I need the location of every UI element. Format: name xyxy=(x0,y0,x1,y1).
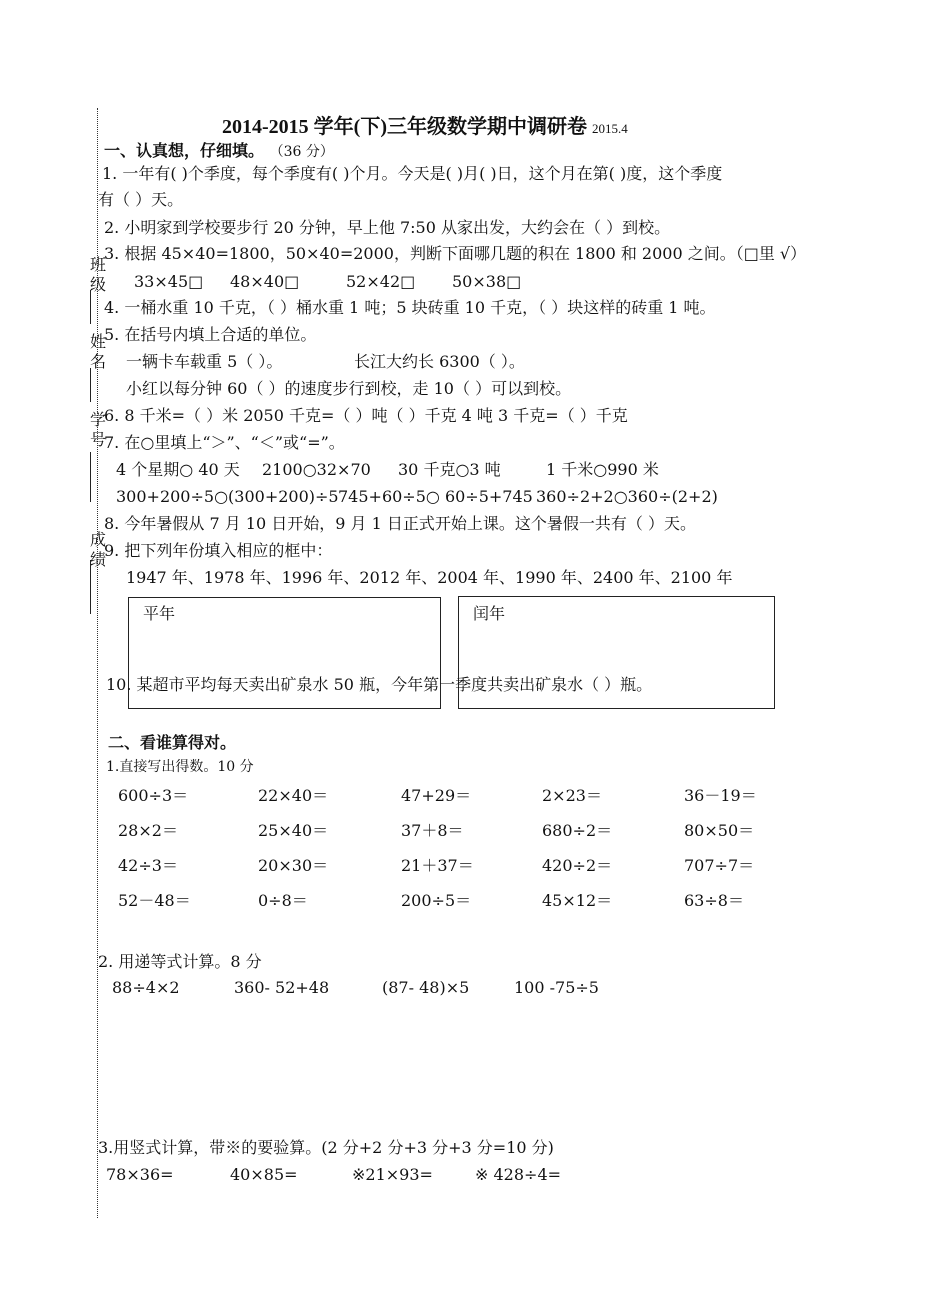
problem: 420÷2＝ xyxy=(542,856,613,875)
problem: 63÷8＝ xyxy=(684,891,744,910)
problem: 28×2＝ xyxy=(118,821,178,840)
problem: 20×30＝ xyxy=(258,856,329,875)
question-3: 3. 根据 45×40=1800，50×40=2000，判断下面哪几题的积在 1800 和 2000 之间。（□里 √） xyxy=(104,244,807,263)
problem: 680÷2＝ xyxy=(542,821,613,840)
problem: 25×40＝ xyxy=(258,821,329,840)
question-7-item: 360÷2+2○360÷(2+2) xyxy=(536,487,718,506)
page-title xyxy=(222,110,628,139)
question-3-item: 50×38□ xyxy=(452,272,522,291)
part-1-instruction: 1.直接写出得数。10 分 xyxy=(106,759,254,775)
question-5-c: 小红以每分钟 60（ ）的速度步行到校，走 10（ ）可以到校。 xyxy=(126,379,572,398)
question-5-a: 一辆卡车载重 5（ ）。 xyxy=(126,352,283,371)
question-7-item: 2100○32×70 xyxy=(262,460,371,479)
common-year-label: 平年 xyxy=(143,604,176,623)
problem: 52－48＝ xyxy=(118,891,191,910)
problem: 42÷3＝ xyxy=(118,856,178,875)
question-7: 7. 在○里填上“＞”、“＜”或“=”。 xyxy=(104,433,345,452)
section2-heading: 二、看谁算得对。 xyxy=(108,733,237,752)
side-label: 学 号 xyxy=(89,410,106,449)
part-3-item: 40×85= xyxy=(230,1165,298,1184)
problem: 600÷3＝ xyxy=(118,786,189,805)
margin-rule xyxy=(90,368,91,402)
side-label: 班 级 xyxy=(89,255,106,294)
problem: 22×40＝ xyxy=(258,786,329,805)
part-3-instruction: 3.用竖式计算，带※的要验算。(2 分+2 分+3 分+3 分=10 分) xyxy=(98,1138,554,1157)
margin-rule xyxy=(90,290,91,324)
leap-year-label: 闰年 xyxy=(473,604,506,623)
question-9-years: 1947 年、1978 年、1996 年、2012 年、2004 年、1990 年、2400 年、2100 年 xyxy=(126,568,733,587)
question-7-item: 30 千克○3 吨 xyxy=(398,460,501,479)
part-3-item: 78×36= xyxy=(106,1165,174,1184)
question-7-item: 1 千米○990 米 xyxy=(546,460,659,479)
part-2-item: 88÷4×2 xyxy=(112,978,180,997)
question-5: 5. 在括号内填上合适的单位。 xyxy=(104,325,317,344)
question-3-item: 33×45□ xyxy=(134,272,204,291)
title-date: 2015.4 xyxy=(591,121,628,136)
problem: 0÷8＝ xyxy=(258,891,308,910)
part-2-item: 360- 52+48 xyxy=(234,978,330,997)
question-4: 4. 一桶水重 10 千克，（ ）桶水重 1 吨；5 块砖重 10 千克，（ ）块这样的砖重 1 吨。 xyxy=(104,298,716,317)
part-2-item: 100 -75÷5 xyxy=(514,978,599,997)
question-3-item: 52×42□ xyxy=(346,272,416,291)
problem: 2×23＝ xyxy=(542,786,602,805)
problem: 45×12＝ xyxy=(542,891,613,910)
side-label: 姓 名 xyxy=(89,332,106,371)
title-text: 2014-2015 学年(下)三年级数学期中调研卷 xyxy=(222,116,587,138)
question-7-item: 4 个星期○ 40 天 xyxy=(116,460,240,479)
question-5-b: 长江大约长 6300（ ）。 xyxy=(354,352,525,371)
question-1-line-2: 有（ ）天。 xyxy=(98,190,184,209)
problem: 37＋8＝ xyxy=(401,821,464,840)
section1-heading xyxy=(104,138,334,161)
part-3-item: ※ 428÷4= xyxy=(475,1165,562,1184)
section1-score: （36 分） xyxy=(269,144,334,160)
side-label: 成 绩 xyxy=(89,530,106,569)
question-1-line-1: 1. 一年有( )个季度，每个季度有( )个月。今天是( )月( )日，这个月在第( )度，这个季度 xyxy=(102,164,723,183)
part-2-item: (87- 48)×5 xyxy=(382,978,470,997)
problem: 21＋37＝ xyxy=(401,856,474,875)
margin-rule xyxy=(90,452,91,502)
question-8: 8. 今年暑假从 7 月 10 日开始，9 月 1 日正式开始上课。这个暑假一共有（ ）天。 xyxy=(104,514,696,533)
question-6: 6. 8 千米=（ ）米 2050 千克=（ ）吨（ ）千克 4 吨 3 千克=（ ）千克 xyxy=(104,406,628,425)
part-2-instruction: 2. 用递等式计算。8 分 xyxy=(98,952,262,971)
problem: 80×50＝ xyxy=(684,821,755,840)
question-2: 2. 小明家到学校要步行 20 分钟，早上他 7:50 从家出发，大约会在（ ）到校。 xyxy=(104,218,671,237)
part-3-item: ※21×93= xyxy=(352,1165,433,1184)
section1-heading-text: 一、认真想，仔细填。 xyxy=(104,141,265,160)
question-7-item: 300+200÷5○(300+200)÷5 xyxy=(116,487,339,506)
problem: 36－19＝ xyxy=(684,786,757,805)
question-7-item: 745+60÷5○ 60÷5+745 xyxy=(338,487,533,506)
problem: 707÷7＝ xyxy=(684,856,755,875)
question-3-item: 48×40□ xyxy=(230,272,300,291)
problem: 47+29＝ xyxy=(401,786,472,805)
problem: 200÷5＝ xyxy=(401,891,472,910)
question-9: 9. 把下列年份填入相应的框中： xyxy=(104,541,333,560)
question-10: 10. 某超市平均每天卖出矿泉水 50 瓶，今年第一季度共卖出矿泉水（ ）瓶。 xyxy=(106,675,653,694)
